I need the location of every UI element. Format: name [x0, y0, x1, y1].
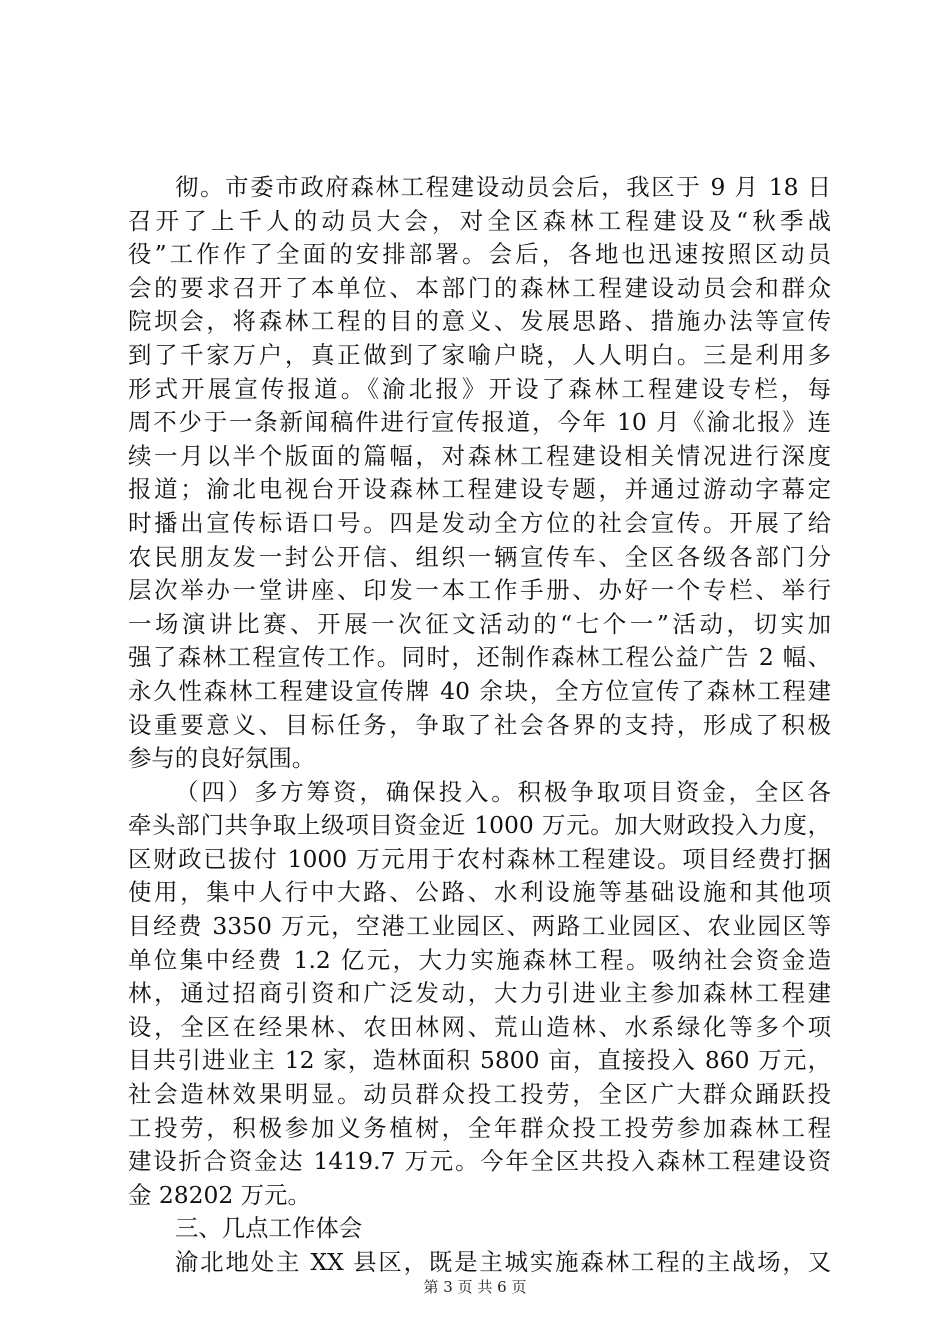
paragraph-line: 牵头部门共争取上级项目资金近 1000 万元。加大财政投入力度，	[128, 811, 831, 840]
paragraph-line: 渝北地处主 XX 县区，既是主城实施森林工程的主战场，又	[175, 1248, 831, 1276]
paragraph-line: 目经费 3350 万元，空港工业园区、两路工业园区、农业园区等	[128, 912, 831, 941]
paragraph-line: 院坝会，将森林工程的目的意义、发展思路、措施办法等宣传	[128, 307, 831, 336]
paragraph-line: 一场演讲比赛、开展一次征文活动的“七个一”活动，切实加	[128, 609, 831, 638]
paragraph-line: 续一月以半个版面的篇幅，对森林工程建设相关情况进行深度	[128, 441, 831, 470]
document-body	[128, 171, 831, 1280]
paragraph-line: 单位集中经费 1.2 亿元，大力实施森林工程。吸纳社会资金造	[128, 945, 831, 974]
paragraph-line: 到了千家万户，真正做到了家喻户晓，人人明白。三是利用多	[128, 340, 831, 369]
paragraph-line: 林，通过招商引资和广泛发动，大力引进业主参加森林工程建	[128, 979, 831, 1008]
paragraph-line: 设，全区在经果林、农田林网、荒山造林、水系绿化等多个项	[128, 1012, 831, 1041]
paragraph-line: 周不少于一条新闻稿件进行宣传报道，今年 10 月《渝北报》连	[128, 408, 831, 437]
paragraph-line: 彻。市委市政府森林工程建设动员会后，我区于 9 月 18 日	[175, 173, 831, 201]
paragraph-line: 时播出宣传标语口号。四是发动全方位的社会宣传。开展了给	[128, 508, 831, 537]
paragraph-line: 目共引进业主 12 家，造林面积 5800 亩，直接投入 860 万元，	[128, 1046, 831, 1075]
paragraph-line: 工投劳，积极参加义务植树，全年群众投工投劳参加森林工程	[128, 1113, 831, 1142]
page-number-footer: 第 3 页 共 6 页	[423, 1278, 527, 1296]
paragraph-line: 使用，集中人行中大路、公路、水利设施等基础设施和其他项	[128, 878, 831, 907]
section-heading: 三、几点工作体会	[175, 1214, 363, 1243]
paragraph-line: 会的要求召开了本单位、本部门的森林工程建设动员会和群众	[128, 273, 831, 302]
paragraph-line: 参与的良好氛围。	[128, 744, 316, 773]
paragraph-line: 社会造林效果明显。动员群众投工投劳，全区广大群众踊跃投	[128, 1080, 831, 1109]
paragraph-line: 强了森林工程宣传工作。同时，还制作森林工程公益广告 2 幅、	[128, 643, 831, 672]
paragraph-line: 永久性森林工程建设宣传牌 40 余块，全方位宣传了森林工程建	[128, 676, 831, 705]
paragraph-line: 区财政已拔付 1000 万元用于农村森林工程建设。项目经费打捆	[128, 844, 831, 873]
paragraph-line: 农民朋友发一封公开信、组织一辆宣传车、全区各级各部门分	[128, 542, 831, 571]
paragraph-line: 金 28202 万元。	[128, 1180, 311, 1209]
paragraph-line: 形式开展宣传报道。《渝北报》开设了森林工程建设专栏，每	[128, 374, 831, 403]
paragraph-line: 役”工作作了全面的安排部署。会后，各地也迅速按照区动员	[128, 240, 831, 269]
paragraph-line: 召开了上千人的动员大会，对全区森林工程建设及“秋季战	[128, 206, 831, 235]
paragraph-line: （四）多方筹资，确保投入。积极争取项目资金，全区各	[175, 777, 831, 806]
paragraph-line: 设重要意义、目标任务，争取了社会各界的支持，形成了积极	[128, 710, 831, 739]
paragraph-line: 层次举办一堂讲座、印发一本工作手册、办好一个专栏、举行	[128, 576, 831, 605]
paragraph-line: 建设折合资金达 1419.7 万元。今年全区共投入森林工程建设资	[128, 1147, 831, 1176]
paragraph-line: 报道；渝北电视台开设森林工程建设专题，并通过游动字幕定	[128, 475, 831, 504]
